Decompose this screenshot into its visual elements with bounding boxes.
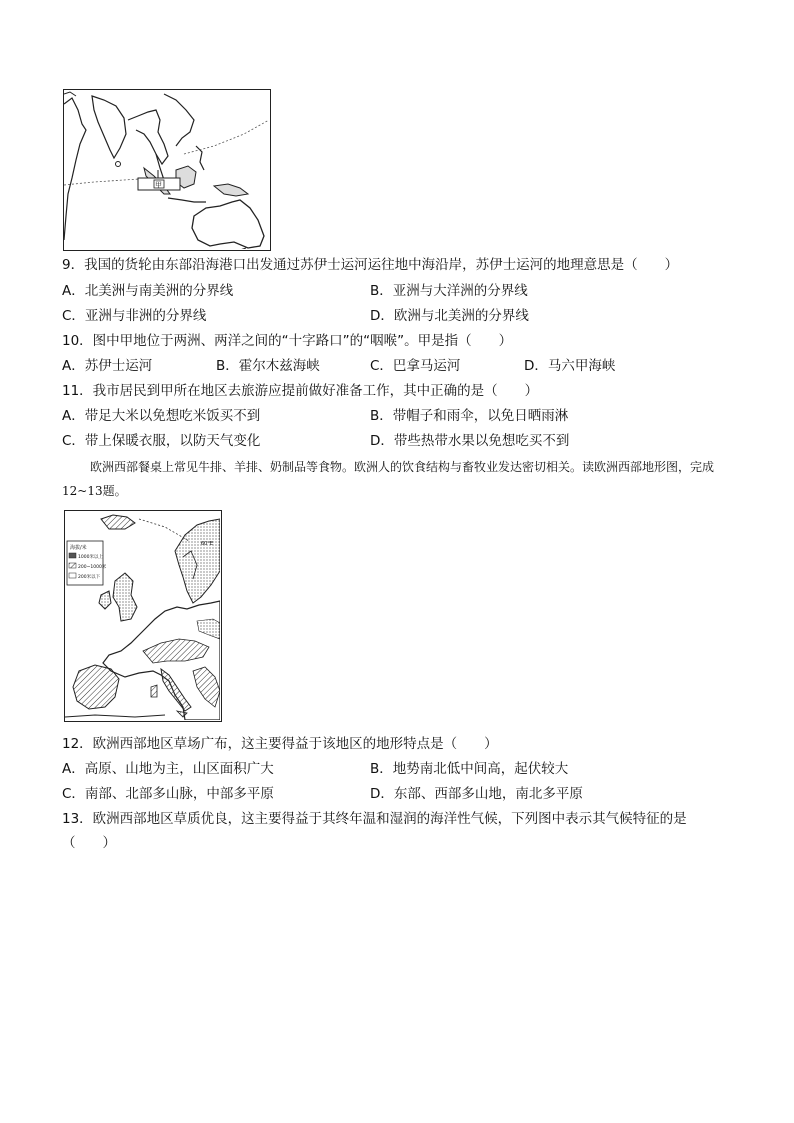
- map2-longitude-label: 60°E: [200, 541, 213, 547]
- europe-terrain-map: [64, 510, 222, 722]
- map2-legend-item-1: 1000米以上: [78, 555, 103, 560]
- question-9-option-b: B．亚洲与大洋洲的分界线: [370, 283, 528, 299]
- question-9-option-d: D．欧洲与北美洲的分界线: [370, 308, 529, 324]
- question-12-option-c: C．南部、北部多山脉，中部多平原: [62, 786, 274, 802]
- question-9-stem: 9．我国的货轮由东部沿海港口出发通过苏伊士运河运往地中海沿岸，苏伊士运河的地理意思是（ ）: [62, 257, 679, 273]
- question-13-stem-continued: （ ）: [62, 835, 116, 851]
- question-11-option-a: A．带足大米以免想吃米饭买不到: [62, 408, 261, 424]
- question-10-option-c: C．巴拿马运河: [370, 358, 461, 374]
- question-12-option-b: B．地势南北低中间高，起伏较大: [370, 761, 569, 777]
- question-13-stem: 13．欧洲西部地区草质优良，这主要得益于其终年温和湿润的海洋性气候，下列图中表示其气候特征的是: [62, 811, 687, 827]
- question-9-option-c: C．亚洲与非洲的分界线: [62, 308, 207, 324]
- question-12-option-d: D．东部、西部多山地，南北多平原: [370, 786, 583, 802]
- reading-passage: 欧洲西部餐桌上常见牛排、羊排、奶制品等食物。欧洲人的饮食结构与畜牧业发达密切相关。读欧洲西部地形图，完成12~13题。: [62, 460, 715, 498]
- question-10-option-d: D．马六甲海峡: [524, 358, 616, 374]
- europe-map-drawing: [65, 511, 220, 720]
- question-10-stem: 10．图中甲地位于两洲、两洋之间的“十字路口”的“咽喉”。甲是指（ ）: [62, 333, 513, 349]
- question-11-option-b: B．带帽子和雨伞，以免日晒雨淋: [370, 408, 569, 424]
- map2-legend-title: 海拔/米: [70, 545, 87, 551]
- question-11-option-c: C．带上保暖衣服，以防天气变化: [62, 433, 261, 449]
- asia-map-drawing: [64, 90, 269, 249]
- question-12-stem: 12．欧洲西部地区草场广布，这主要得益于该地区的地形特点是（ ）: [62, 736, 498, 752]
- question-12-option-a: A．高原、山地为主，山区面积广大: [62, 761, 274, 777]
- question-11-option-d: D．带些热带水果以免想吃买不到: [370, 433, 570, 449]
- question-9-option-a: A．北美洲与南美洲的分界线: [62, 283, 234, 299]
- map2-legend-item-2: 200~1000米: [78, 565, 107, 570]
- question-10-option-a: A．苏伊士运河: [62, 358, 153, 374]
- map1-label-jia: 甲: [155, 181, 162, 189]
- question-11-stem: 11．我市居民到甲所在地区去旅游应提前做好准备工作，其中正确的是（ ）: [62, 383, 539, 399]
- map2-legend-item-3: 200米以下: [78, 575, 101, 580]
- question-10-option-b: B．霍尔木兹海峡: [216, 358, 320, 374]
- asia-map: [63, 89, 271, 251]
